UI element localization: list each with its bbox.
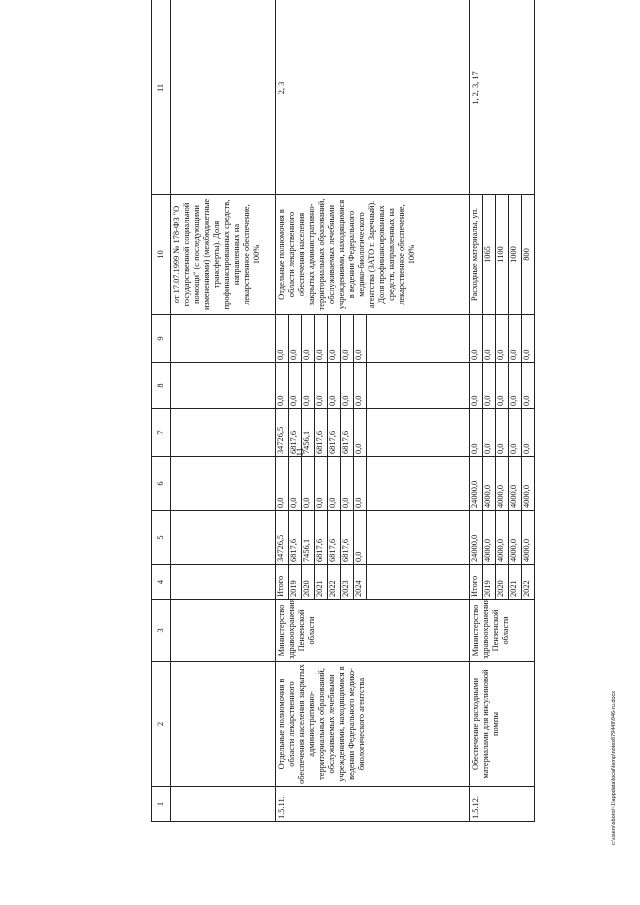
empty-cell bbox=[367, 511, 470, 565]
item-name: Обеспечение расходными материалами для инсулиновой помпы bbox=[470, 662, 535, 787]
value-c9: 0,0 bbox=[483, 315, 496, 363]
year-cell: 2022 bbox=[328, 565, 341, 600]
column-header-11: 11 bbox=[152, 0, 171, 195]
value-c6: 4000,0 bbox=[483, 457, 496, 511]
year-cell: Итого bbox=[276, 565, 289, 600]
rotated-page bbox=[151, 0, 619, 822]
column-header-6: 6 bbox=[152, 457, 171, 511]
empty-cell bbox=[367, 457, 470, 511]
year-cell: Итого bbox=[470, 565, 483, 600]
value-c5: 4000,0 bbox=[483, 511, 496, 565]
value-c7: 0,0 bbox=[509, 409, 522, 457]
empty-cell bbox=[171, 662, 276, 787]
column-header-10: 10 bbox=[152, 195, 171, 315]
value-c6: 0,0 bbox=[354, 457, 367, 511]
value-c8: 0,0 bbox=[509, 363, 522, 409]
value-c8: 0,0 bbox=[328, 363, 341, 409]
item-name: Отдельные полномочия в области лекарственного обеспечения населения закрытых административно-территориальных образований, обслуживаемых лечебными учреждениями, находящимися в ведении Федерального медико-биологического агентства bbox=[276, 662, 470, 787]
year-cell: 2022 bbox=[522, 565, 535, 600]
indicator-value: 1100 bbox=[496, 195, 509, 315]
column-header-4: 4 bbox=[152, 565, 171, 600]
empty-cell bbox=[171, 787, 276, 822]
value-c8: 0,0 bbox=[341, 363, 354, 409]
column-header-7: 7 bbox=[152, 409, 171, 457]
value-c8: 0,0 bbox=[276, 363, 289, 409]
value-c7: 0,0 bbox=[354, 409, 367, 457]
link-cell: 1, 2, 3, 17 bbox=[470, 0, 535, 195]
value-c8: 0,0 bbox=[496, 363, 509, 409]
value-c6: 4000,0 bbox=[509, 457, 522, 511]
link-cell: 2, 3 bbox=[276, 0, 470, 195]
column-header-5: 5 bbox=[152, 511, 171, 565]
value-c7: 6817,6 bbox=[341, 409, 354, 457]
value-c9: 0,0 bbox=[509, 315, 522, 363]
year-cell: 2023 bbox=[341, 565, 354, 600]
value-c6: 4000,0 bbox=[496, 457, 509, 511]
year-cell: 2020 bbox=[496, 565, 509, 600]
year-cell: 2021 bbox=[315, 565, 328, 600]
value-c5: 6817,6 bbox=[315, 511, 328, 565]
column-header-3: 3 bbox=[152, 600, 171, 662]
indicator-continued: от 17.07.1999 № 178-ФЗ "О государственной социальной помощи" (с последующими изменениями) (межбюджетные трансферты). Доля профинансированных средств, направленных на лекарственное обеспечение, 100% bbox=[171, 195, 276, 315]
value-c7: 34726,5 bbox=[276, 409, 289, 457]
value-c7: 0,0 bbox=[470, 409, 483, 457]
indicator-value: Расходные материалы, уп. bbox=[470, 195, 483, 315]
empty-cell bbox=[171, 457, 276, 511]
empty-cell bbox=[171, 511, 276, 565]
item-number: 1.5.11. bbox=[276, 787, 470, 822]
executor: Министерство здравоохранения Пензенской области bbox=[470, 600, 535, 662]
column-header-2: 2 bbox=[152, 662, 171, 787]
value-c5: 6817,6 bbox=[341, 511, 354, 565]
value-c6: 24000,0 bbox=[470, 457, 483, 511]
value-c7: 6817,6 bbox=[315, 409, 328, 457]
value-c5: 4000,0 bbox=[509, 511, 522, 565]
value-c9: 0,0 bbox=[341, 315, 354, 363]
value-c6: 0,0 bbox=[302, 457, 315, 511]
value-c5: 0,0 bbox=[354, 511, 367, 565]
value-c9: 0,0 bbox=[522, 315, 535, 363]
value-c9: 0,0 bbox=[354, 315, 367, 363]
value-c8: 0,0 bbox=[483, 363, 496, 409]
column-header-1: 1 bbox=[152, 787, 171, 822]
value-c5: 6817,6 bbox=[289, 511, 302, 565]
file-path-footer: c:\users\sborol~1\appdata\local\temp\notes879449\946-ru.docx bbox=[611, 691, 617, 845]
indicator: Отдельные полномочия в области лекарственного обеспечения населения закрытых административно-территориальных образований, обслуживаемых лечебными учреждениями, находящимися в ведении Федерального медико-биологического агентства (ЗАТО г. Заречный). Доля профинансированных средств, направленных на лекарственное обеспечение, 100% bbox=[276, 195, 470, 315]
value-c7: 0,0 bbox=[496, 409, 509, 457]
value-c7: 0,0 bbox=[522, 409, 535, 457]
value-c7: 0,0 bbox=[483, 409, 496, 457]
empty-cell bbox=[367, 409, 470, 457]
value-c9: 0,0 bbox=[328, 315, 341, 363]
empty-cell bbox=[171, 409, 276, 457]
empty-cell bbox=[367, 363, 470, 409]
value-c9: 0,0 bbox=[496, 315, 509, 363]
value-c8: 0,0 bbox=[302, 363, 315, 409]
value-c5: 7456,1 bbox=[302, 511, 315, 565]
section1-row bbox=[276, 0, 289, 822]
year-cell: 2024 bbox=[354, 565, 367, 600]
value-c5: 4000,0 bbox=[496, 511, 509, 565]
year-cell: 2021 bbox=[509, 565, 522, 600]
value-c9: 0,0 bbox=[289, 315, 302, 363]
empty-cell bbox=[171, 315, 276, 363]
value-c9: 0,0 bbox=[276, 315, 289, 363]
year-cell: 2020 bbox=[302, 565, 315, 600]
value-c6: 0,0 bbox=[289, 457, 302, 511]
value-c5: 24000,0 bbox=[470, 511, 483, 565]
value-c8: 0,0 bbox=[522, 363, 535, 409]
value-c6: 0,0 bbox=[328, 457, 341, 511]
column-header-8: 8 bbox=[152, 363, 171, 409]
value-c6: 0,0 bbox=[315, 457, 328, 511]
value-c5: 6817,6 bbox=[328, 511, 341, 565]
value-c8: 0,0 bbox=[470, 363, 483, 409]
year-cell: 2019 bbox=[483, 565, 496, 600]
empty-cell bbox=[367, 315, 470, 363]
item-number: 1.5.12. bbox=[470, 787, 535, 822]
empty-cell bbox=[367, 565, 470, 600]
page-number: 11 bbox=[295, 447, 305, 457]
value-c5: 4000,0 bbox=[522, 511, 535, 565]
value-c8: 0,0 bbox=[354, 363, 367, 409]
empty-cell bbox=[171, 0, 276, 195]
indicator-value: 800 bbox=[522, 195, 535, 315]
empty-cell bbox=[171, 600, 276, 662]
section2-row bbox=[470, 0, 483, 822]
program-table bbox=[151, 0, 535, 822]
value-c8: 0,0 bbox=[315, 363, 328, 409]
empty-cell bbox=[171, 363, 276, 409]
value-c9: 0,0 bbox=[302, 315, 315, 363]
indicator-value: 1065 bbox=[483, 195, 496, 315]
column-header-9: 9 bbox=[152, 315, 171, 363]
value-c9: 0,0 bbox=[315, 315, 328, 363]
empty-cell bbox=[171, 565, 276, 600]
value-c6: 0,0 bbox=[276, 457, 289, 511]
executor: Министерство здравоохранения Пензенской области bbox=[276, 600, 470, 662]
value-c7: 6817,6 bbox=[328, 409, 341, 457]
value-c8: 0,0 bbox=[289, 363, 302, 409]
value-c9: 0,0 bbox=[470, 315, 483, 363]
indicator-value: 1000 bbox=[509, 195, 522, 315]
year-cell: 2019 bbox=[289, 565, 302, 600]
value-c7: 6817,6 bbox=[289, 409, 302, 457]
value-c6: 4000,0 bbox=[522, 457, 535, 511]
value-c6: 0,0 bbox=[341, 457, 354, 511]
value-c7: 7456,1 bbox=[302, 409, 315, 457]
value-c5: 34726,5 bbox=[276, 511, 289, 565]
